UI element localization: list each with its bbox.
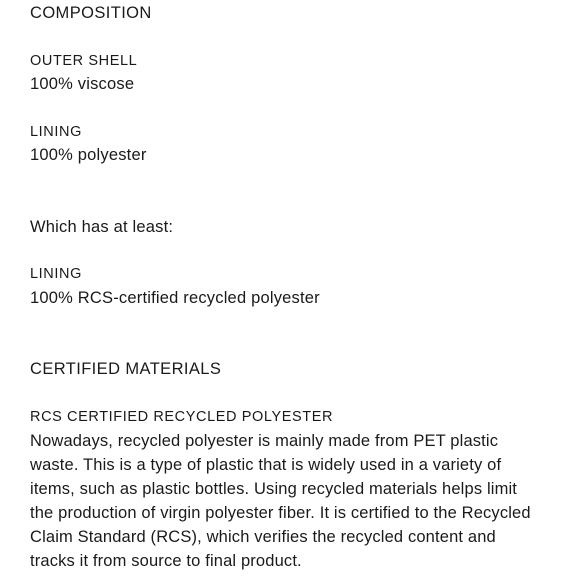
outer-shell-label: OUTER SHELL [30,53,138,69]
at-least-lining-value: 100% RCS-certified recycled polyester [30,289,320,307]
lining-value: 100% polyester [30,146,147,164]
rcs-polyester-description [30,429,558,573]
description-line: items, such as plastic bottles. Using recycled materials helps limit [30,480,518,498]
description-line: Nowadays, recycled polyester is mainly made from PET plastic [30,432,499,450]
rcs-polyester-label: RCS CERTIFIED RECYCLED POLYESTER [30,409,334,425]
lining-label: LINING [30,124,82,140]
composition-heading: COMPOSITION [30,4,152,22]
description-line: tracks it from source to final product. [30,552,302,570]
at-least-lining-label: LINING [30,266,82,282]
at-least-intro: Which has at least: [30,218,174,236]
description-line: waste. This is a type of plastic that is widely used in a variety of [30,456,502,474]
outer-shell-value: 100% viscose [30,75,135,93]
certified-materials-heading: CERTIFIED MATERIALS [30,360,222,378]
description-line: Claim Standard (RCS), which verifies the recycled content and [30,528,496,546]
description-line: the production of virgin polyester fiber. It is certified to the Recycled [30,504,531,522]
